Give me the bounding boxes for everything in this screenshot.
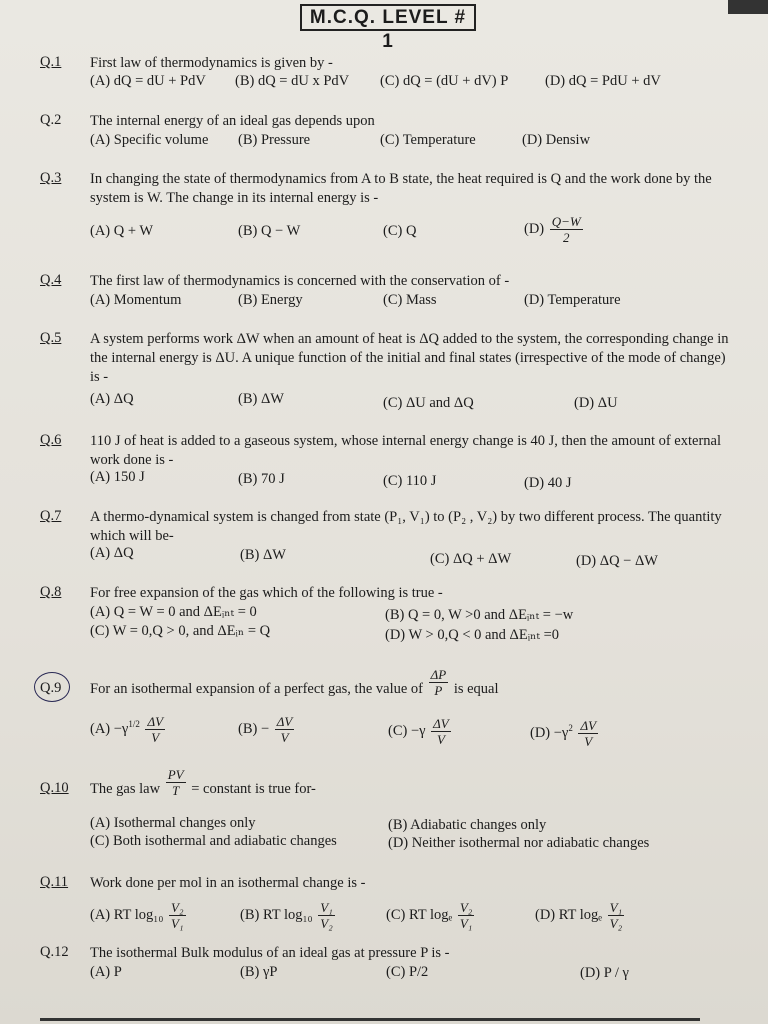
option-c: (C) Both isothermal and adiabatic changes bbox=[90, 833, 337, 849]
question-number: Q.8 bbox=[40, 584, 62, 600]
option-d: (D) P / γ bbox=[580, 965, 629, 981]
option-b: (B) Q = 0, W >0 and ΔEᵢₙₜ = −w bbox=[385, 607, 574, 623]
option-b: (B) 70 J bbox=[238, 471, 285, 487]
option-d: (D) ΔU bbox=[574, 395, 618, 411]
option-d: (D) $\frac{Q-W}{2}$ bbox=[524, 214, 581, 245]
option-c: (C) dQ = (dU + dV) P bbox=[380, 73, 509, 89]
option-b: (B) Q − W bbox=[238, 223, 301, 239]
option-a: (A) P bbox=[90, 964, 122, 980]
option-d: (D) 40 J bbox=[524, 475, 572, 491]
option-a: (A) Specific volume bbox=[90, 132, 209, 148]
question-number: Q.6 bbox=[40, 432, 62, 448]
question-number: Q.10 bbox=[40, 780, 69, 796]
option-b: (B) dQ = dU x PdV bbox=[235, 73, 350, 89]
option-b: (B) RT log₁₀ $\frac{\text{V₁}}{\text{V₂}}$ bbox=[240, 900, 333, 931]
option-b: (B) ΔW bbox=[240, 547, 286, 563]
question-number: Q.12 bbox=[40, 944, 69, 960]
question-text: The gas law $\frac{PV}{T}$ = constant is true for- bbox=[90, 767, 316, 799]
option-a: (A) RT log₁₀ $\frac{\text{V₂}}{\text{V₁}}$ bbox=[90, 900, 184, 931]
question-text: The internal energy of an ideal gas depends upon bbox=[90, 113, 375, 129]
option-d: (D) ΔQ − ΔW bbox=[576, 553, 658, 569]
option-a: (A) 150 J bbox=[90, 469, 145, 485]
option-d: (D) Temperature bbox=[524, 292, 621, 308]
page-title: M.C.Q. LEVEL # 1 bbox=[300, 4, 476, 31]
question-number: Q.3 bbox=[40, 170, 62, 186]
option-b: (B) Adiabatic changes only bbox=[388, 817, 547, 833]
option-a: $(A) -\gamma^{1/2}$ $\frac{\Delta V}{V}$ bbox=[90, 714, 164, 745]
page-corner-mark bbox=[728, 0, 768, 14]
question-number: Q.2 bbox=[40, 112, 62, 128]
option-d: (D) dQ = PdU + dV bbox=[545, 73, 661, 89]
option-c: (C) RT logₑ $\frac{\text{V₂}}{\text{V₁}}$ bbox=[386, 900, 473, 931]
option-c: (C) W = 0,Q > 0, and ΔEᵢₙ = Q bbox=[90, 623, 271, 639]
question-number: Q.9 bbox=[40, 680, 62, 696]
question-text: A system performs work ΔW when an amount of heat is ΔQ added to the system, the corresponding change in the internal energy is ΔU. A unique function of the initial and final states (irrespective of the mode of change) is - bbox=[90, 331, 729, 385]
option-a: (A) Momentum bbox=[90, 292, 182, 308]
question-text: In changing the state of thermodynamics from A to B state, the heat required is Q and the work done by the system is W. The change in its internal energy is - bbox=[90, 171, 712, 206]
question-text: For free expansion of the gas which of the following is true - bbox=[90, 585, 443, 601]
option-b: (B) ΔW bbox=[238, 391, 284, 407]
option-c: (C) ΔQ + ΔW bbox=[430, 551, 512, 567]
option-b: (B) Energy bbox=[238, 292, 303, 308]
option-c: (C) Temperature bbox=[380, 132, 476, 148]
option-b: (B) γP bbox=[240, 964, 278, 980]
question-number: Q.7 bbox=[40, 508, 62, 524]
option-d: (D) W > 0,Q < 0 and ΔEᵢₙₜ =0 bbox=[385, 627, 560, 643]
option-a: (A) Q + W bbox=[90, 223, 154, 239]
option-b: (B) Pressure bbox=[238, 132, 311, 148]
option-d: (D) Neither isothermal nor adiabatic changes bbox=[388, 835, 650, 851]
option-a: (A) ΔQ bbox=[90, 391, 134, 407]
option-c: (C) ΔU and ΔQ bbox=[383, 395, 474, 411]
question-number: Q.11 bbox=[40, 874, 69, 890]
option-c: (C) Q bbox=[383, 223, 417, 239]
option-c: (C) P/2 bbox=[386, 964, 429, 980]
option-d: $(D) -\gamma^2$ $\frac{\Delta V}{V}$ bbox=[530, 718, 597, 749]
question-text: Work done per mol in an isothermal change is - bbox=[90, 875, 366, 891]
option-c: (C) 110 J bbox=[383, 473, 437, 489]
option-b: (B) − $\frac{\Delta V}{V}$ bbox=[238, 714, 293, 745]
option-a: (A) ΔQ bbox=[90, 545, 134, 561]
option-c: (C) −γ $\frac{\Delta V}{V}$ bbox=[388, 716, 449, 747]
question-text: The isothermal Bulk modulus of an ideal gas at pressure P is - bbox=[90, 945, 450, 961]
question-number: Q.1 bbox=[40, 54, 62, 70]
option-d: (D) RT logₑ $\frac{\text{V₁}}{\text{V₂}}$ bbox=[535, 900, 623, 931]
question-number: Q.4 bbox=[40, 272, 62, 288]
option-d: (D) Densiw bbox=[522, 132, 591, 148]
option-a: (A) Isothermal changes only bbox=[90, 815, 256, 831]
question-text: For an isothermal expansion of a perfect gas, the value of $\frac{\Delta P}{P}$ is equal bbox=[90, 667, 499, 699]
bottom-divider bbox=[40, 1018, 700, 1021]
question-text: First law of thermodynamics is given by - bbox=[90, 55, 333, 71]
option-a: (A) Q = W = 0 and ΔEᵢₙₜ = 0 bbox=[90, 604, 257, 620]
option-a: (A) dQ = dU + PdV bbox=[90, 73, 206, 89]
question-number: Q.5 bbox=[40, 330, 62, 346]
question-text: 110 J of heat is added to a gaseous system, whose internal energy change is 40 J, then the amount of external work done is - bbox=[90, 433, 721, 468]
option-c: (C) Mass bbox=[383, 292, 437, 308]
question-text: A thermo-dynamical system is changed from state (P₁, V₁) to (P₂ , V₂) by two different process. The quantity which will be- bbox=[90, 509, 722, 544]
question-text: The first law of thermodynamics is concerned with the conservation of - bbox=[90, 273, 510, 289]
